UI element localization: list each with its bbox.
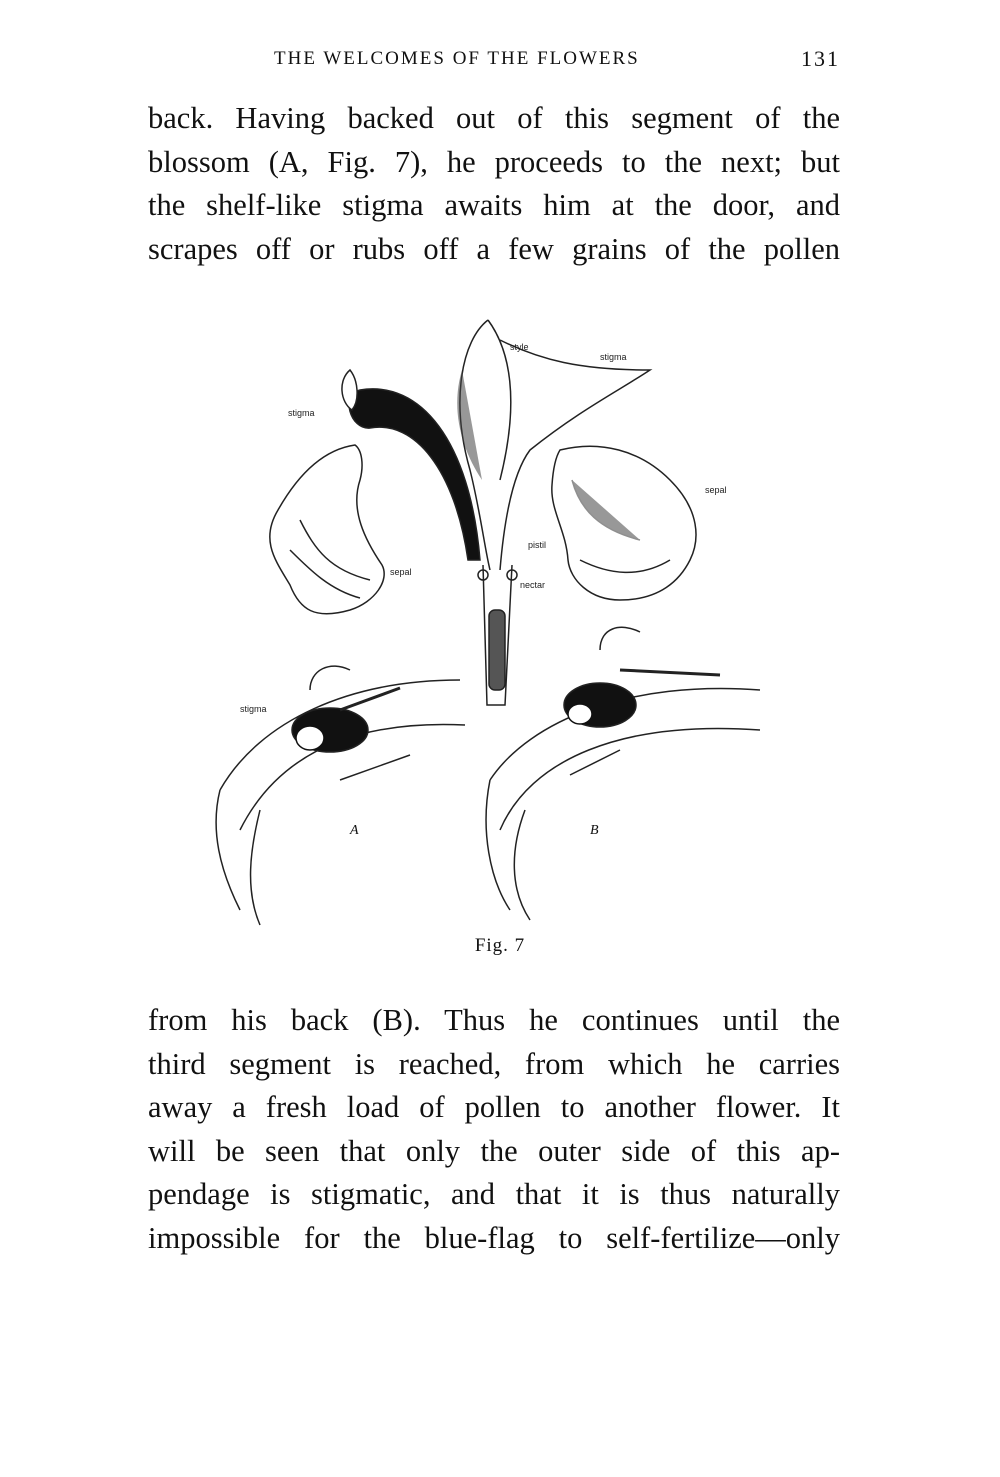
label-sepal-left: sepal bbox=[390, 567, 412, 577]
label-nectar: nectar bbox=[520, 580, 546, 590]
label-panel-a: A bbox=[350, 823, 359, 838]
text-line: third segment is reached, from which he carries bbox=[148, 1046, 840, 1081]
text-line: pendage is stigmatic, and that it is thus naturally bbox=[148, 1177, 840, 1211]
paragraph-top bbox=[148, 97, 840, 271]
label-panel-b: B bbox=[590, 823, 599, 838]
text-line: will be seen that only the outer side of this ap- bbox=[148, 1133, 840, 1168]
text-line: the shelf-like stigma awaits him at the door, and bbox=[148, 188, 840, 222]
page-number: 131 bbox=[801, 46, 840, 71]
iris-flower-upper bbox=[270, 320, 696, 705]
label-stigma-lower: stigma bbox=[240, 704, 267, 714]
label-pistil: pistil bbox=[528, 540, 547, 550]
label-stigma-left: stigma bbox=[288, 408, 315, 418]
text-line: from his back (B). Thus he continues until the bbox=[148, 1003, 840, 1037]
text-line: impossible for the blue-flag to self-fertilize—only bbox=[148, 1220, 840, 1255]
text-line: away a fresh load of pollen to another flower. It bbox=[148, 1090, 840, 1124]
label-stigma-top: stigma bbox=[600, 352, 627, 362]
label-sepal-right: sepal bbox=[705, 485, 727, 495]
figure-7-illustration bbox=[200, 310, 800, 950]
panel-b-drawing bbox=[486, 627, 760, 920]
paragraph-bottom bbox=[148, 999, 840, 1260]
label-style: style bbox=[510, 342, 529, 352]
running-head bbox=[148, 48, 840, 76]
text-line: scrapes off or rubs off a few grains of the pollen bbox=[148, 231, 840, 266]
text-line: blossom (A, Fig. 7), he proceeds to the next; but bbox=[148, 144, 840, 179]
figure-caption: Fig. 7 bbox=[474, 935, 526, 956]
running-title: THE WELCOMES OF THE FLOWERS bbox=[274, 48, 640, 69]
text-line: back. Having backed out of this segment of the bbox=[148, 101, 840, 135]
iris-diagram bbox=[200, 310, 800, 950]
